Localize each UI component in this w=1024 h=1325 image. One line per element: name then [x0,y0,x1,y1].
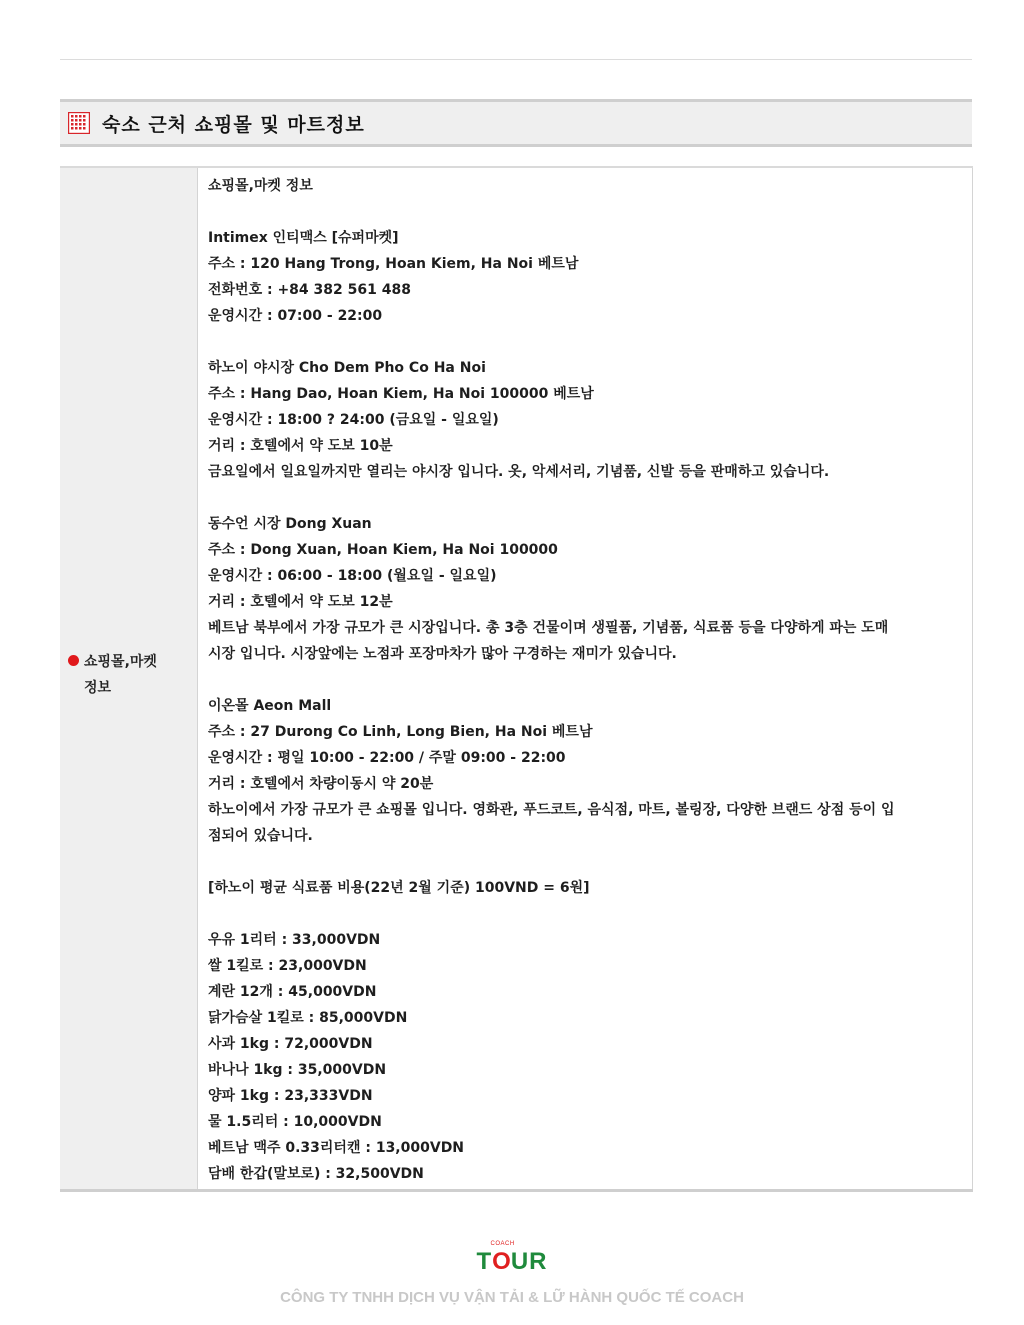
content-line: 하노이에서 가장 규모가 큰 쇼핑몰 입니다. 영화관, 푸드코트, 음식점, 마트, 볼링장, 다양한 브랜드 상점 등이 입 [208,802,895,818]
content-line: 운영시간 : 06:00 - 18:00 (월요일 - 일요일) [208,568,497,584]
content-line: 물 1.5리터 : 10,000VDN [208,1114,382,1130]
content-line: 양파 1kg : 23,333VDN [208,1088,373,1104]
content-line: 베트남 맥주 0.33리터캔 : 13,000VDN [208,1140,465,1156]
content-line: 운영시간 : 07:00 - 22:00 [208,308,383,324]
content-line: 전화번호 : +84 382 561 488 [208,282,411,298]
row-label-line2: 정보 [84,680,112,696]
content-line: 담배 한갑(말보로) : 32,500VDN [208,1166,424,1182]
content-line: 주소 : 27 Durong Co Linh, Long Bien, Ha Noi 베트남 [208,724,593,740]
blank-line [208,485,964,511]
section-title: 숙소 근처 쇼핑몰 및 마트정보 [102,113,365,136]
content-line: Intimex 인티맥스 [슈퍼마켓] [208,230,399,246]
section-header [60,99,972,147]
content-line: [하노이 평균 식료품 비용(22년 2월 기준) 100VND = 6원] [208,880,590,896]
content-line: 하노이 야시장 Cho Dem Pho Co Ha Noi [208,360,486,376]
content-line: 사과 1kg : 72,000VDN [208,1036,373,1052]
content-line: 거리 : 호텔에서 약 도보 12분 [208,594,393,610]
logo-letter-o: O [492,1248,511,1275]
content-line: 운영시간 : 평일 10:00 - 22:00 / 주말 09:00 - 22:00 [208,750,566,766]
content-line: 닭가슴살 1킬로 : 85,000VDN [208,1010,408,1026]
content-line: 계란 12개 : 45,000VDN [208,984,377,1000]
blank-line [208,199,964,225]
content-line: 주소 : Dong Xuan, Hoan Kiem, Ha Noi 100000 [208,542,558,558]
blank-line [208,901,964,927]
label-cell [60,168,198,1189]
content-line: 쌀 1킬로 : 23,000VDN [208,958,367,974]
footer-logo [0,1241,1024,1276]
footer-company-name: CÔNG TY TNHH DỊCH VỤ VẬN TẢI & LỮ HÀNH QUỐC TẾ COACH [280,1289,744,1306]
content-line: 이온몰 Aeon Mall [208,698,332,714]
blank-line [208,849,964,875]
content-line: 베트남 북부에서 가장 규모가 큰 시장입니다. 총 3층 건물이며 생필품, 기념품, 식료품 등을 다양하게 파는 도매 [208,620,889,636]
blank-line [208,667,964,693]
info-table [60,166,973,1192]
content-line: 바나나 1kg : 35,000VDN [208,1062,387,1078]
logo-letter-t: T [476,1248,493,1275]
logo-letters-ur: UR [510,1248,548,1275]
content-line: 동수언 시장 Dong Xuan [208,516,372,532]
row-label-line1: 쇼핑몰,마켓 [84,654,157,670]
content-line: 거리 : 호텔에서 약 도보 10분 [208,438,393,454]
content-line: 쇼핑몰,마켓 정보 [208,178,313,194]
content-line: 운영시간 : 18:00 ? 24:00 (금요일 - 일요일) [208,412,499,428]
content-line: 시장 입니다. 시장앞에는 노점과 포장마차가 많아 구경하는 재미가 있습니다. [208,646,677,662]
content-line: 금요일에서 일요일까지만 열리는 야시장 입니다. 옷, 악세서리, 기념품, 신발 등을 판매하고 있습니다. [208,464,830,480]
logo-small-text: COACH [490,1241,515,1247]
content-body [208,173,964,1187]
tour-logo [476,1241,548,1276]
grid-icon [68,112,90,134]
content-line: 거리 : 호텔에서 차량이동시 약 20분 [208,776,434,792]
row-label [68,649,193,701]
content-line: 주소 : 120 Hang Trong, Hoan Kiem, Ha Noi 베트남 [208,256,579,272]
top-divider [60,59,972,60]
content-line: 점되어 있습니다. [208,828,313,844]
blank-line [208,329,964,355]
content-line: 주소 : Hang Dao, Hoan Kiem, Ha Noi 100000 베트남 [208,386,594,402]
content-line: 우유 1리터 : 33,000VDN [208,932,381,948]
bullet-icon [68,655,79,666]
content-cell [198,168,973,1189]
